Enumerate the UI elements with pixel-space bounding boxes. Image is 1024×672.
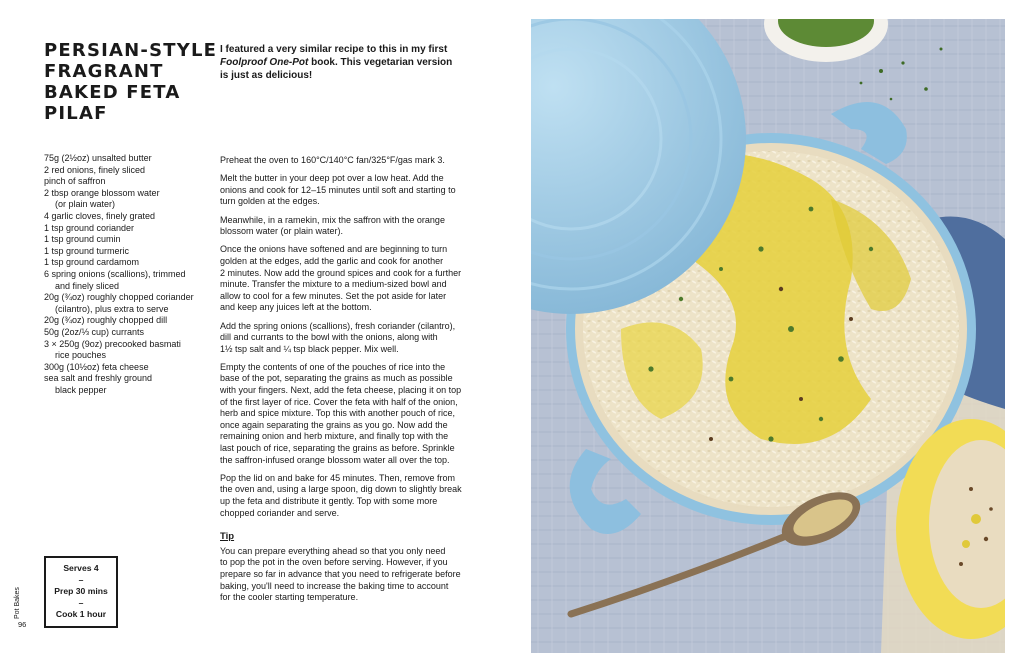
method-line: base of the pot, separating the grains as much as possible — [220, 373, 453, 384]
tip-line: to pop the pot in the oven before serving. However, if you — [220, 557, 448, 568]
method-line: allow to cool for a few minutes. Set the pot aside for later — [220, 290, 447, 301]
method-paragraph — [220, 155, 480, 167]
ingredient-line: (cilantro), plus extra to serve — [55, 303, 169, 314]
ingredient-line: 1 tsp ground turmeric — [44, 245, 130, 256]
ingredient-line: 75g (2½oz) unsalted butter — [44, 153, 152, 163]
recipe-info-box — [44, 556, 118, 628]
intro-line: is just as delicious! — [220, 70, 313, 81]
tip-line: You can prepare everything ahead so that you only need — [220, 545, 446, 556]
title-line: BAKED FETA — [44, 82, 181, 103]
page-number: 96 — [18, 620, 27, 629]
method-line: up the feta and distribute it gently. Top with some more — [220, 496, 438, 506]
method-line: Empty the contents of one of the pouches of rice into the — [220, 361, 446, 372]
ingredient-line: rice pouches — [55, 350, 107, 361]
ingredient-line: 1 tsp ground cumin — [44, 234, 121, 245]
separator: – — [78, 597, 84, 608]
title-line: PERSIAN-STYLE — [44, 40, 218, 61]
ingredient-line: 1 tsp ground coriander — [44, 222, 135, 233]
method-line: and keep any juices left at the bottom. — [220, 302, 372, 313]
method-line: remaining onion and herb mixture, and finally top with the — [220, 431, 449, 442]
intro-line: I featured a very similar recipe to this in my first — [220, 44, 448, 55]
method-line: herb and spice mixture. Top this with another pouch of rice, — [220, 408, 455, 419]
method-line: 1½ tsp salt and ¼ tsp black pepper. Mix well. — [220, 343, 399, 354]
intro-text: book. This vegetarian version — [308, 57, 453, 68]
method-line: chopped coriander and serve. — [220, 507, 340, 518]
ingredient-line: 2 red onions, finely sliced — [44, 164, 146, 175]
title-line: FRAGRANT — [44, 61, 164, 82]
recipe-title — [44, 40, 218, 124]
book-title: Foolproof One-Pot — [220, 57, 309, 68]
ingredient-line: 20g (¾oz) roughly chopped coriander — [44, 292, 194, 303]
tip-heading: Tip — [220, 531, 235, 543]
method-line: blossom water (or plain water). — [220, 226, 344, 237]
method-line: once again separating the grains as you go. Now add the — [220, 419, 448, 430]
method-paragraph — [220, 173, 480, 208]
method-line: onions and cook for 12–15 minutes until soft and starting to — [220, 184, 456, 195]
ingredient-line: pinch of saffron — [44, 176, 106, 187]
ingredients-list — [44, 153, 214, 396]
method-line: 2 minutes. Now add the ground spices and cook for a further — [220, 267, 462, 278]
method-line: last pouch of rice, separating the grains as before. Sprinkle — [220, 443, 455, 454]
ingredient-line: 4 garlic cloves, finely grated — [44, 210, 156, 221]
method-line: the saffron-infused orange blossom water all over the top. — [220, 454, 450, 465]
tip-line: prepare so far in advance that you need to refrigerate before — [220, 568, 461, 579]
ingredient-line: black pepper — [55, 384, 107, 395]
recipe-intro — [220, 43, 475, 82]
serves-label: Serves 4 — [63, 563, 99, 574]
method-column — [220, 155, 480, 604]
method-line: turn golden at the edges. — [220, 196, 320, 207]
intro-line — [220, 56, 475, 69]
ingredient-line: 300g (10½oz) feta cheese — [44, 361, 149, 372]
ingredient-line: sea salt and freshly ground — [44, 373, 153, 384]
method-line: Meanwhile, in a ramekin, mix the saffron with the orange — [220, 214, 445, 225]
method-line: the oven and, using a large spoon, dig down to slightly break — [220, 484, 462, 495]
method-steps — [220, 155, 480, 519]
ingredient-line: 1 tsp ground cardamom — [44, 257, 140, 268]
method-line: dill and currants to the bowl with the onions, along with — [220, 332, 438, 343]
ingredient-line: (or plain water) — [55, 199, 116, 210]
ingredient-line: 6 spring onions (scallions), trimmed — [44, 268, 186, 279]
section-label: Pot Bakes — [14, 587, 21, 619]
separator: – — [78, 574, 84, 585]
food-photo-illustration — [531, 19, 1005, 653]
method-line: Melt the butter in your deep pot over a low heat. Add the — [220, 173, 444, 184]
method-line: golden at the edges, add the garlic and cook for another — [220, 255, 444, 266]
prep-time: Prep 30 mins — [54, 586, 108, 597]
method-line: Add the spring onions (scallions), fresh coriander (cilantro), — [220, 320, 456, 331]
tip-line: for the cooler starting temperature. — [220, 592, 359, 603]
cook-time: Cook 1 hour — [55, 609, 107, 620]
tip-line: baking, you'll need to increase the baking time to account — [220, 580, 449, 591]
tip-body — [220, 546, 480, 604]
title-line: PILAF — [44, 103, 108, 124]
ingredient-line: and finely sliced — [55, 280, 120, 291]
ingredient-line: 3 × 250g (9oz) precooked basmati — [44, 338, 181, 349]
method-line: Once the onions have softened and are beginning to turn — [220, 244, 448, 255]
method-line: of the first layer of rice. Cover the feta with half of the onion, — [220, 396, 458, 407]
method-paragraph — [220, 321, 480, 356]
method-paragraph — [220, 473, 480, 519]
method-line: minute. Transfer the mixture to a medium-sized bowl and — [220, 279, 447, 290]
method-line: Preheat the oven to 160°C/140°C fan/325°F/gas mark 3. — [220, 155, 445, 165]
method-paragraph — [220, 362, 480, 466]
method-line: Pop the lid on and bake for 45 minutes. Then, remove from — [220, 472, 455, 483]
method-line: with your fingers. Next, add the feta cheese, placing it on top — [220, 385, 462, 396]
ingredient-line: 20g (¾oz) roughly chopped dill — [44, 315, 168, 326]
method-paragraph — [220, 215, 480, 238]
ingredient-line: 50g (2oz/⅓ cup) currants — [44, 326, 145, 337]
pilaf-photo — [531, 19, 1005, 653]
method-paragraph — [220, 244, 480, 314]
ingredient-line: 2 tbsp orange blossom water — [44, 187, 160, 198]
